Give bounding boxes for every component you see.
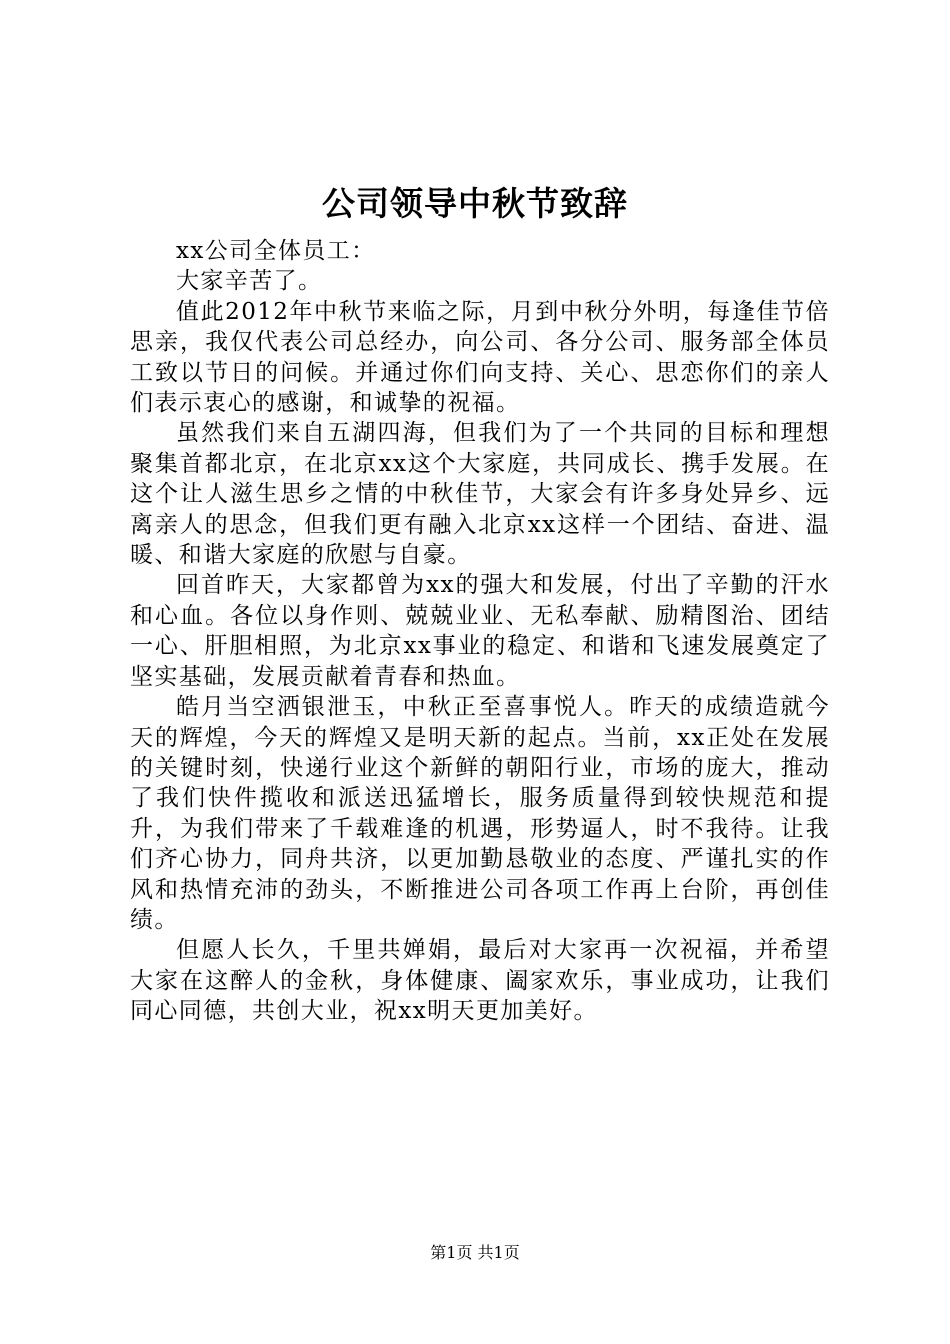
paragraph-4: 皓月当空洒银泄玉，中秋正至喜事悦人。昨天的成绩造就今天的辉煌，今天的辉煌又是明天新的起点。当前，xx正处在发展的关键时刻，快递行业这个新鲜的朝阳行业，市场的庞大，推动了我们快件揽收和派送迅猛增长，服务质量得到较快规范和提升，为我们带来了千载难逢的机遇，形势逼人，时不我待。让我们齐心协力，同舟共济，以更加勤恳敬业的态度、严谨扎实的作风和热情充沛的劲头，不断推进公司各项工作再上台阶，再创佳绩。 bbox=[130, 694, 830, 933]
page-footer: 第1页 共1页 bbox=[430, 1243, 520, 1262]
paragraph-1: 值此2012年中秋节来临之际，月到中秋分外明，每逢佳节倍思亲，我仅代表公司总经办，向公司、各分公司、服务部全体员工致以节日的问候。并通过你们向支持、关心、思恋你们的亲人们表示衷心的感谢，和诚挚的祝福。 bbox=[130, 298, 830, 417]
paragraph-5: 但愿人长久，千里共婵娟，最后对大家再一次祝福，并希望大家在这醉人的金秋，身体健康、阖家欢乐，事业成功，让我们同心同德，共创大业，祝xx明天更加美好。 bbox=[130, 937, 830, 1025]
paragraph-greeting: 大家辛苦了。 bbox=[176, 268, 323, 295]
document-title: 公司领导中秋节致辞 bbox=[322, 184, 628, 223]
document-body bbox=[130, 236, 830, 1027]
paragraph-2: 虽然我们来自五湖四海，但我们为了一个共同的目标和理想聚集首都北京，在北京xx这个大家庭，共同成长、携手发展。在这个让人滋生思乡之情的中秋佳节，大家会有许多身处异乡、远离亲人的思念，但我们更有融入北京xx这样一个团结、奋进、温暖、和谐大家庭的欣慰与自豪。 bbox=[130, 420, 830, 569]
salutation: xx公司全体员工： bbox=[176, 238, 376, 264]
paragraph-3: 回首昨天，大家都曾为xx的强大和发展，付出了辛勤的汗水和心血。各位以身作则、兢兢业业、无私奉献、励精图治、团结一心、肝胆相照，为北京xx事业的稳定、和谐和飞速发展奠定了坚实基础，发展贡献着青春和热血。 bbox=[130, 572, 830, 690]
